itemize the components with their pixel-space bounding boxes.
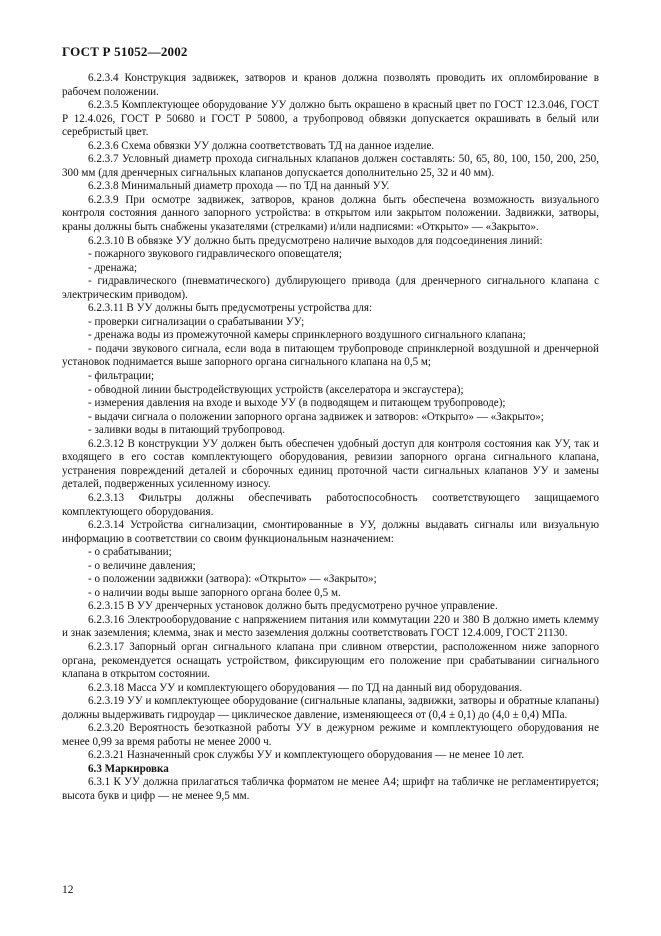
list-item: - подачи звукового сигнала, если вода в питающем трубопроводе спринклерной воздушной и дренчерной установок поднимается выше запорного органа сигнального клапана на 0,5 м; (62, 342, 599, 369)
paragraph-6-2-3-14: 6.2.3.14 Устройства сигнализации, смонтированные в УУ, должны выдавать сигналы или визуальную информацию в соответствии со своим функциональным назначением: (62, 519, 599, 545)
paragraph-6-2-3-21: 6.2.3.21 Назначенный срок службы УУ и комплектующего оборудования — не менее 10 лет. (88, 749, 525, 762)
list-item: - дренажа воды из промежуточной камеры спринклерного воздушного сигнального клапана; (88, 329, 526, 342)
list-item: - заливки воды в питающий трубопровод. (88, 424, 286, 437)
list-item: - обводной линии быстродействующих устройств (акселератора и эксгаустера); (88, 383, 464, 396)
paragraph-6-2-3-5: 6.2.3.5 Комплектующее оборудование УУ должно быть окрашено в красный цвет по ГОСТ 12.3.046, ГОСТ Р 12.4.026, ГОСТ Р 50680 и ГОСТ Р 50800, а трубопровод обвязки допускается окрашивать в белый или серебристый цвет. (62, 99, 599, 139)
paragraph-6-2-3-11: 6.2.3.11 В УУ должны быть предусмотрены устройства для: (88, 302, 373, 315)
list-item: - фильтрации; (88, 370, 155, 383)
section-heading: 6.3 Маркировка (88, 762, 169, 775)
list-item: - гидравлического (пневматического) дублирующего привода (для дренчерного сигнального клапана с электрическим приводом). (62, 275, 599, 301)
document-header: ГОСТ Р 51052—2002 (62, 44, 188, 59)
paragraph-6-2-3-8: 6.2.3.8 Минимальный диаметр прохода — по ТД на данный УУ. (88, 180, 390, 193)
list-item: - измерения давления на входе и выходе УУ (в подводящем и питающем трубопроводе); (88, 397, 506, 410)
list-item: - пожарного звукового гидравлического оповещателя; (88, 248, 342, 261)
paragraph-6-2-3-13: 6.2.3.13 Фильтры должны обеспечивать работоспособность соответствующего защищаемого комплектующего оборудования. (62, 491, 599, 518)
paragraph-6-2-3-16: 6.2.3.16 Электрооборудование с напряжением питания или коммутации 220 и 380 В должно иметь клемму и знак заземления; клемма, знак и место заземления должны соответствовать ГОСТ 12.4.009, ГОСТ 21130. (62, 613, 599, 640)
paragraph-6-2-3-7: 6.2.3.7 Условный диаметр прохода сигнальных клапанов должен составлять: 50, 65, 80, 100, 150, 200, 250, 300 мм (для дренчерных сигнальных клапанов допускается дополнительно 25, 32 и 40 мм). (62, 153, 599, 179)
list-item: - выдачи сигнала о положении запорного органа задвижек и затворов: «Открыто» — «Закрыто»; (88, 410, 544, 423)
paragraph-6-2-3-20: 6.2.3.20 Вероятность безотказной работы УУ в дежурном режиме и комплектующего оборудования не менее 0,99 за время работы не менее 2000 ч. (62, 722, 599, 748)
page-number: 12 (62, 884, 74, 896)
paragraph-6-2-3-9: 6.2.3.9 При осмотре задвижек, затворов, кранов должна быть обеспечена возможность визуального контроля состояния данного запорного устройства: в открытом или закрытом положении. Задвижки, затворы, краны должны быть снабжены указателями (стрелками) и/или надписями: «Открыто» — «Закрыто». (62, 193, 599, 234)
list-item: - дренажа; (88, 261, 138, 274)
list-item: - о положении задвижки (затвора): «Открыто» — «Закрыто»; (88, 573, 377, 586)
paragraph-6-2-3-17: 6.2.3.17 Запорный орган сигнального клапана при сливном отверстии, расположенном ниже запорного органа, рекомендуется оснащать устройством, фиксирующим его положение при срабатывании сигнального клапана в открытом состоянии. (62, 640, 599, 681)
list-item: - о величине давления; (88, 559, 196, 572)
document-body (62, 72, 599, 804)
paragraph-6-2-3-10: 6.2.3.10 В обвязке УУ должно быть предусмотрено наличие выходов для подсоединения линий: (88, 234, 543, 247)
paragraph-6-2-3-18: 6.2.3.18 Масса УУ и комплектующего оборудования — по ТД на данный вид оборудования. (88, 681, 523, 694)
paragraph-6-2-3-6: 6.2.3.6 Схема обвязки УУ должна соответствовать ТД на данное изделие. (88, 139, 435, 152)
paragraph-6-2-3-19: 6.2.3.19 УУ и комплектующее оборудование (сигнальные клапаны, задвижки, затворы и обратные клапаны) должны выдерживать гидроудар — циклическое давление, изменяющееся от (0,4 ± 0,1) до (4,0 ± 0,4) МПа. (62, 695, 599, 721)
paragraph-6-2-3-4: 6.2.3.4 Конструкция задвижек, затворов и кранов должна позволять проводить их опломбирование в рабочем положении. (62, 72, 599, 98)
paragraph-6-2-3-12: 6.2.3.12 В конструкции УУ должен быть обеспечен удобный доступ для контроля состояния как УУ, так и входящего в его состав комплектующего оборудования, ревизии запорного органа сигнального клапана, устранения повреждений деталей и сборочных единиц проточной части сигнальных клапанов УУ и замены деталей, подверженных усиленному износу. (62, 437, 599, 491)
paragraph-6-2-3-15: 6.2.3.15 В УУ дренчерных установок должно быть предусмотрено ручное управление. (88, 600, 498, 613)
list-item: - о наличии воды выше запорного органа более 0,5 м. (88, 586, 341, 599)
list-item: - о срабатывании; (88, 546, 172, 559)
paragraph-6-3-1: 6.3.1 К УУ должна прилагаться табличка форматом не менее А4; шрифт на табличке не регламентируется; высота букв и цифр — не менее 9,5 мм. (62, 776, 599, 802)
list-item: - проверки сигнализации о срабатывании УУ; (88, 315, 305, 328)
